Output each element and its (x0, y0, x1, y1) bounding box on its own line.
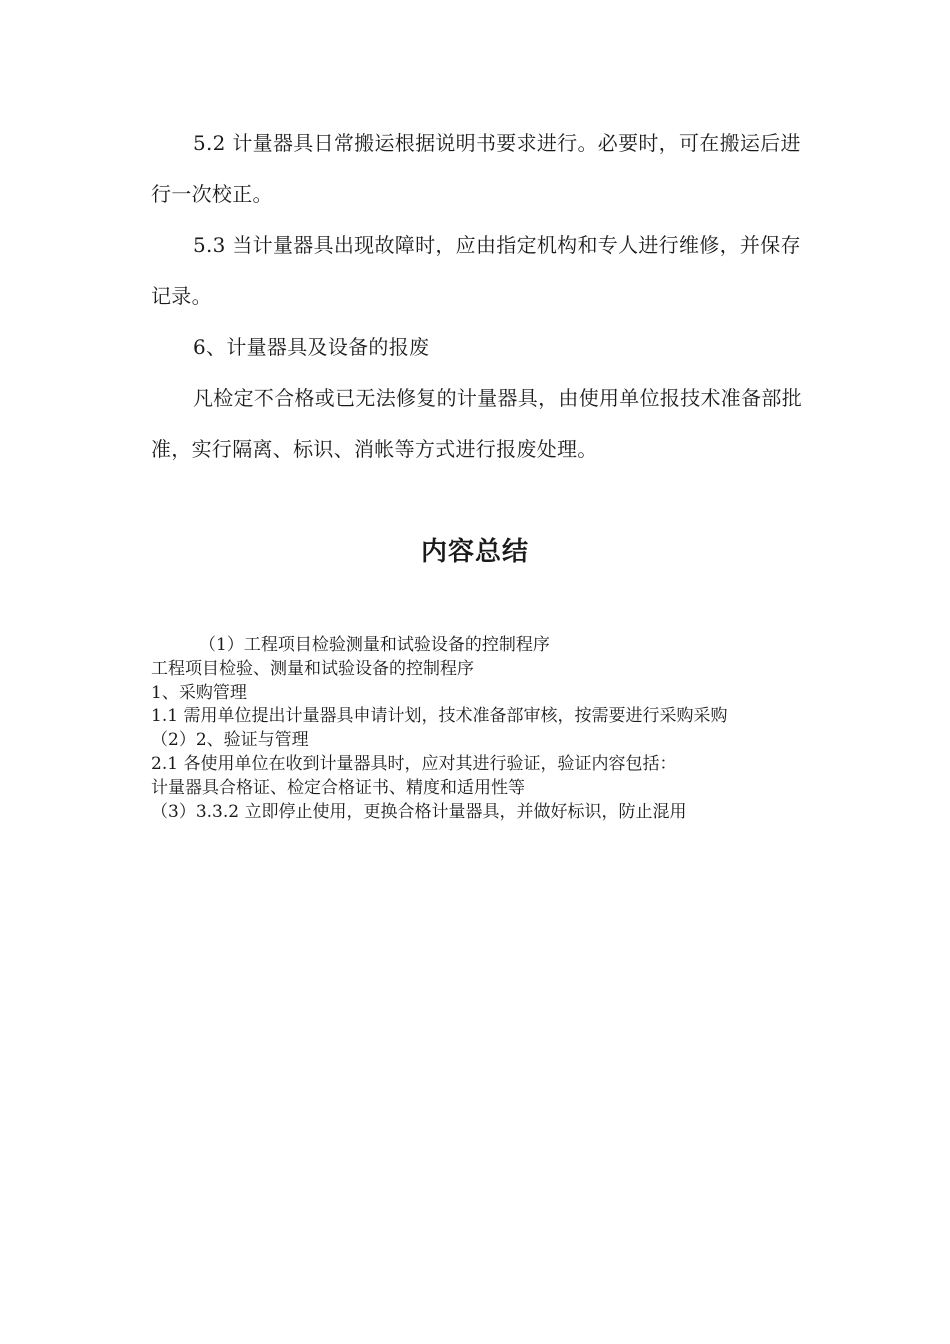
section-heading-6: 6、计量器具及设备的报废 (193, 335, 430, 359)
summary-section (151, 634, 801, 824)
summary-line: 计量器具合格证、检定合格证书、精度和适用性等 (151, 777, 525, 798)
summary-line: 工程项目检验、测量和试验设备的控制程序 (151, 658, 474, 679)
summary-line: 2.1 各使用单位在收到计量器具时，应对其进行验证，验证内容包括： (151, 753, 677, 774)
summary-line: （3）3.3.2 立即停止使用，更换合格计量器具，并做好标识，防止混用 (151, 801, 687, 822)
summary-line: 1、采购管理 (151, 682, 247, 703)
paragraph-5-3: 5.3 当计量器具出现故障时，应由指定机构和专人进行维修，并保存记录。 (151, 233, 801, 308)
paragraph-5-2: 5.2 计量器具日常搬运根据说明书要求进行。必要时，可在搬运后进行一次校正。 (151, 131, 801, 206)
paragraph-scrap-disposal: 凡检定不合格或已无法修复的计量器具，由使用单位报技术准备部批准，实行隔离、标识、消帐等方式进行报废处理。 (151, 386, 802, 461)
summary-line: 1.1 需用单位提出计量器具申请计划，技术准备部审核，按需要进行采购采购 (151, 706, 728, 727)
summary-title: 内容总结 (420, 537, 529, 567)
summary-line: （2）2、验证与管理 (151, 730, 309, 751)
body-text-section (151, 118, 811, 475)
summary-line: （1）工程项目检验测量和试验设备的控制程序 (199, 635, 550, 655)
